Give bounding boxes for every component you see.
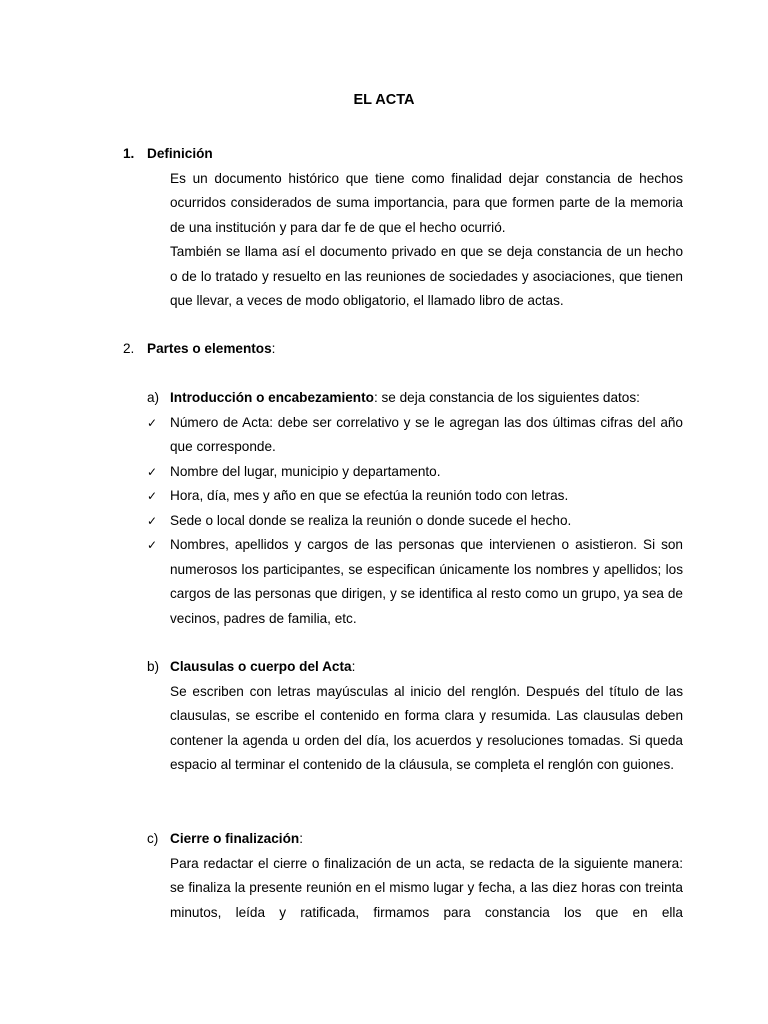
list-item	[147, 533, 683, 631]
subsection-introduccion	[147, 386, 683, 631]
list-item	[147, 509, 683, 534]
list-item	[147, 484, 683, 509]
paragraph: Es un documento histórico que tiene como finalidad dejar constancia de hechos ocurridos considerados de suma importancia, para que formen parte de la memoria de una institución y para dar fe de que el hecho ocurrió.	[170, 170, 683, 235]
section-heading	[123, 142, 683, 167]
heading-colon: :	[299, 831, 303, 846]
subsection-title: Cierre o finalización	[170, 831, 300, 846]
heading-colon: :	[351, 659, 356, 674]
list-item	[147, 460, 683, 485]
subsection-heading	[147, 386, 683, 411]
subsection-body	[170, 680, 683, 778]
section-title: Partes o elementos	[147, 341, 272, 356]
checkmark-icon: ✓	[147, 415, 158, 430]
list-item-text: Sede o local donde se realiza la reunión o donde sucede el hecho.	[170, 512, 572, 528]
paragraph: También se llama así el documento privado en que se deja constancia de un hecho o de lo tratado y resuelto en las reuniones de sociedades y asociaciones, que tienen que llevar, a veces de modo obligatorio, el llamado libro de actas.	[170, 244, 683, 308]
subsection-letter: a)	[147, 390, 160, 405]
paragraph: Se escriben con letras mayúsculas al inicio del renglón. Después del título de las clausulas, se escribe el contenido en forma clara y resumida. Las clausulas deben contener la agenda u orden del día, los acuerdos y resoluciones tomadas. Si queda espacio al terminar el contenido de la cláusula, se completa el renglón con guiones.	[170, 683, 683, 772]
list-item-text: Nombres, apellidos y cargos de las personas que intervienen o asistieron. Si son numerosos los participantes, se especifican únicamente los nombres y apellidos; los cargos de las personas que dirigen, y se identifica al resto como un grupo, ya sea de vecinos, padres de familia, etc.	[170, 537, 683, 626]
heading-colon: :	[271, 341, 276, 356]
checkmark-icon: ✓	[147, 464, 158, 479]
section-partes	[123, 337, 683, 362]
subsection-title: Clausulas o cuerpo del Acta	[170, 659, 352, 674]
section-number: 1.	[123, 146, 135, 161]
checkmark-icon: ✓	[147, 513, 158, 528]
checkmark-icon: ✓	[147, 489, 158, 503]
section-title: Definición	[147, 146, 213, 161]
subsection-cierre	[147, 827, 683, 925]
subsection-heading	[147, 655, 683, 680]
subsection-letter: c)	[147, 831, 159, 846]
list-item-text: Nombre del lugar, municipio y departamento.	[170, 463, 441, 479]
section-body	[170, 167, 683, 314]
checkmark-icon: ✓	[147, 538, 158, 552]
document-title: EL ACTA	[353, 92, 415, 108]
subsection-heading	[147, 827, 683, 852]
section-number: 2.	[123, 341, 135, 356]
paragraph: Para redactar el cierre o finalización de un acta, se redacta de la siguiente manera: se finaliza la presente reunión en el mismo lugar y fecha, a las diez horas con treinta minutos, leída y ratificada, firmamos para constancia los que en ella	[170, 855, 683, 920]
list-item-text: Número de Acta: debe ser correlativo y se le agregan las dos últimas cifras del año que corresponde.	[170, 414, 683, 454]
subsection-letter: b)	[147, 659, 160, 674]
subsection-body	[170, 852, 683, 926]
subsection-title: Introducción o encabezamiento	[170, 390, 374, 405]
list-item-text: Hora, día, mes y año en que se efectúa la reunión todo con letras.	[170, 488, 569, 503]
section-definicion	[123, 142, 683, 314]
list-item	[147, 411, 683, 460]
section-heading	[123, 337, 683, 362]
subsection-heading-rest: : se deja constancia de los siguientes datos:	[373, 390, 640, 405]
subsection-clausulas	[147, 655, 683, 778]
check-list	[147, 411, 683, 632]
